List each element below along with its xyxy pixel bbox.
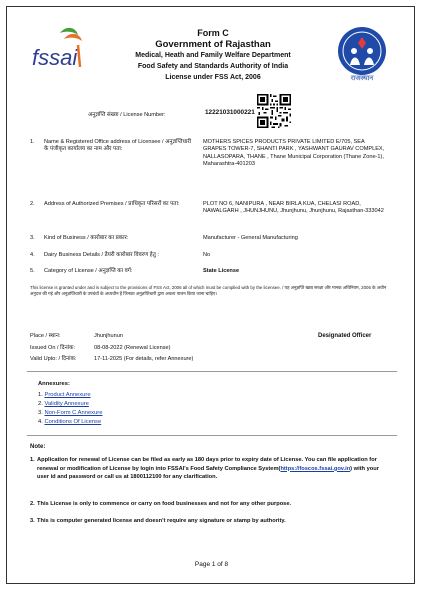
annexure-item bbox=[38, 418, 101, 426]
field-2-value: PLOT NO 6, NANIPURA , NEAR BIRLA KUA, CHELASI ROAD, NAWALGARH , JHUNJHUNU, Jhunjhunu, Jhunjhunu, Rajasthan-333042 bbox=[203, 201, 384, 215]
annexure-number: 4. bbox=[38, 419, 43, 425]
place-value: Jhunjhunun bbox=[94, 333, 123, 339]
non-form-c-annexure-link[interactable]: Non-Form C Annexure bbox=[44, 410, 103, 416]
issued-on-value: 08-08-2022 (Renewal License) bbox=[94, 345, 171, 351]
page-indicator: Page 1 of 8 bbox=[194, 561, 229, 568]
designated-officer: Designated Officer bbox=[318, 333, 372, 339]
place-label: Place / स्थान: bbox=[30, 333, 61, 339]
annexure-number: 3. bbox=[38, 410, 43, 416]
field-1-number: 1. bbox=[30, 139, 35, 145]
note-text bbox=[37, 456, 392, 482]
validity-annexure-link[interactable]: Validity Annexure bbox=[44, 401, 89, 407]
valid-upto-value: 17-11-2025 (For details, refer Annexure) bbox=[94, 356, 194, 362]
note-item bbox=[30, 456, 395, 492]
annexure-item bbox=[38, 409, 102, 417]
note-number: 1. bbox=[30, 457, 35, 463]
field-1-label: Name & Registered Office address of Licensee / अनुज्ञप्तिधारी के पंजीकृत कार्यालय का नाम और पता: bbox=[44, 139, 192, 153]
field-3-value: Manufacturer - General Manufacturing bbox=[203, 235, 298, 241]
note-number: 2. bbox=[30, 501, 35, 507]
license-number-label: अनुज्ञप्ति संख्या / License Number: bbox=[88, 112, 166, 118]
field-3-number: 3. bbox=[30, 235, 35, 241]
issued-on-label: Issued On / दिनांक: bbox=[30, 345, 75, 351]
divider-bottom bbox=[27, 435, 397, 436]
field-5-value: State License bbox=[203, 268, 240, 274]
annexures-title: Annexures: bbox=[38, 381, 70, 387]
fssai-logo-text: fssai bbox=[32, 45, 78, 70]
field-2-number: 2. bbox=[30, 201, 35, 207]
field-4-label: Dairy Business Details / डेयरी कारोबार विवरण हेतु : bbox=[44, 252, 159, 258]
annexure-number: 2. bbox=[38, 401, 43, 407]
field-3-label: Kind of Business / कारोबार का प्रकार: bbox=[44, 235, 129, 241]
ministry-title: Medical, Heath and Family Welfare Department bbox=[135, 52, 291, 59]
fssai-logo bbox=[30, 25, 94, 77]
note-item bbox=[30, 517, 395, 527]
note-text: This is computer generated license and doesn't require any signature or stamp by authority. bbox=[37, 518, 286, 524]
field-2-label: Address of Authorized Premises / प्राधिकृत परिसरों का पता: bbox=[44, 201, 180, 207]
divider-top bbox=[27, 371, 397, 372]
field-1-value: MOTHERS SPICES PRODUCTS PRIVATE LIMITED E/705, SEA GRAPES TOWER-7, SHANTI PARK , YASHWANT GAURAV COMPLEX, NALLASOPARA, THANE , Thane Municipal Corporation (Thane Zone-1), Maharashtra-401203 bbox=[203, 139, 385, 168]
authority-title: Food Safety and Standards Authority of India bbox=[137, 63, 289, 70]
field-4-number: 4. bbox=[30, 252, 35, 258]
annexure-number: 1. bbox=[38, 392, 43, 398]
note-text: This License is only to commence or carry on food businesses and not for any other purpose. bbox=[37, 501, 292, 507]
government-title: Government of Rajasthan bbox=[155, 39, 271, 50]
field-5-number: 5. bbox=[30, 268, 35, 274]
conditions-of-license-link[interactable]: Conditions Of License bbox=[44, 419, 102, 425]
document-header bbox=[95, 28, 331, 83]
annexure-item bbox=[38, 400, 89, 408]
note-text-before: Application for renewal of License can be filed as early as 180 days prior to expiry date of License. You can file application for renewal or modification of License by login into FSSAI's Food Safety Compliance System( bbox=[37, 457, 377, 472]
field-5-label: Category of License / अनुज्ञप्ति का वर्ग: bbox=[44, 268, 133, 274]
rajasthan-logo-text: राजस्थान bbox=[350, 74, 374, 82]
license-number-value: 12221031000221 bbox=[205, 109, 255, 116]
note-number: 3. bbox=[30, 518, 35, 524]
qr-code bbox=[257, 94, 291, 128]
form-title: Form C bbox=[197, 28, 229, 38]
foscos-link[interactable]: https://foscos.fssai.gov.in bbox=[280, 465, 351, 472]
rajasthan-health-logo bbox=[332, 25, 392, 83]
annexure-item bbox=[38, 391, 91, 399]
field-4-value: No bbox=[203, 252, 211, 258]
valid-upto-label: Valid Upto: / दिनांक: bbox=[30, 356, 77, 362]
note-item bbox=[30, 500, 395, 510]
license-act-title: License under FSS Act, 2006 bbox=[165, 74, 261, 81]
notes-title: Note: bbox=[30, 444, 46, 450]
product-annexure-link[interactable]: Product Annexure bbox=[44, 392, 91, 398]
note-text-after: ) with your user id and password or call us at 1800112100 for any clarification. bbox=[37, 465, 379, 481]
license-notice: This license is granted under and is subject to the provisions of FSS Act, 2006 all of which must be complied with by the licensee. / यह अनुज्ञप्ति खाद्य सरक्षा और मानक अधिनियम, 2006 के अधीन अनुदत्त की गई और अनुज्ञप्तिधारी के उपबंधों के अध्यधीन है जिनका अनुज्ञप्तिधारी द्वारा अवश्य पालन किया जाना चाहिए। bbox=[30, 285, 387, 296]
